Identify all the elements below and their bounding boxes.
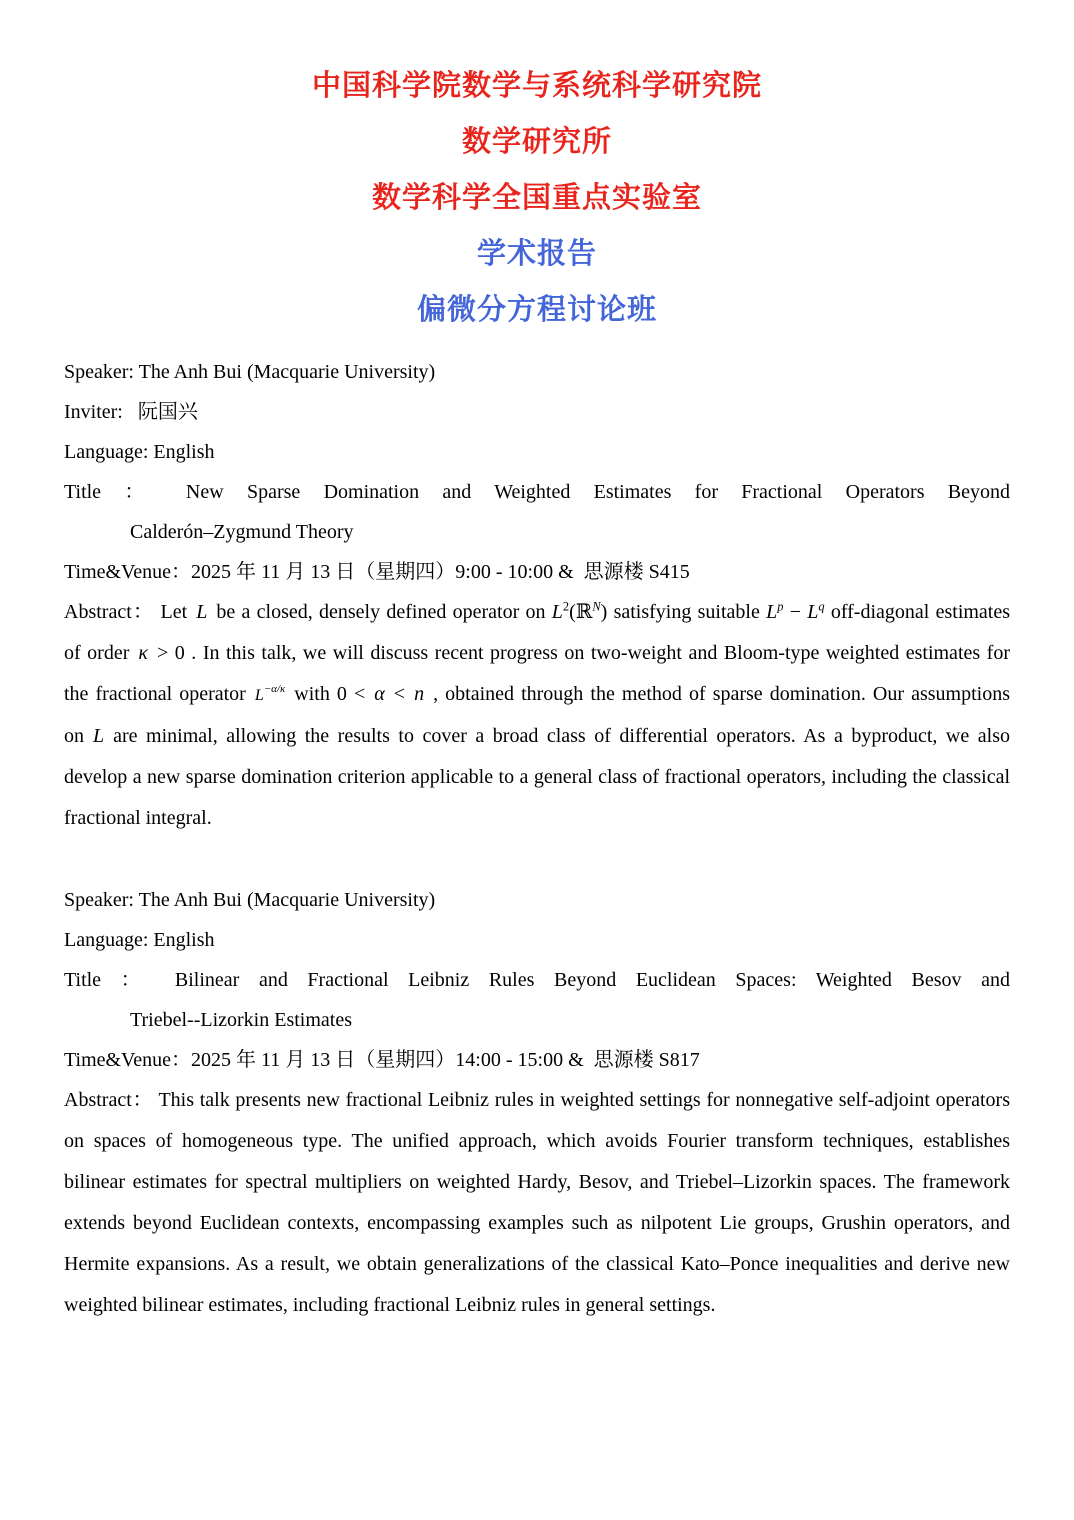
math-symbol: L	[196, 601, 208, 623]
language-line: Language: English	[64, 441, 215, 463]
abstract-text-run: are minimal, allowing the results to cover a broad class of differential operators. As a byproduct, we also develop a new sparse domination criterion applicable to a general class of fractional operators, including the classical fractional integral.	[64, 725, 1010, 829]
header-line-seminar-type: 学术报告	[476, 238, 597, 270]
title-line-first: Title ： New Sparse Domination and Weighted Estimates for Fractional Operators Beyond	[64, 481, 1010, 503]
document-header	[64, 58, 1010, 338]
math-symbol: κ	[138, 642, 148, 664]
abstract-paragraph: Abstract： This talk presents new fractional Leibniz rules in weighted settings for nonnegative self-adjoint operators on spaces of homogeneous type. The unified approach, which avoids Fourier transform techniques, establishes bilinear estimates for spectral multipliers on weighted Hardy, Besov, and Triebel–Lizorkin spaces. The framework extends beyond Euclidean contexts, encompassing examples such as nilpotent Lie groups, Grushin operators, and Hermite expansions. As a result, we obtain generalizations of the classical Kato–Ponce inequalities and derive new weighted bilinear estimates, including fractional Leibniz rules in general settings.	[64, 1089, 1010, 1316]
math-symbol: L	[93, 725, 105, 747]
math-symbol: L	[551, 601, 563, 623]
title-line-cont: Calderón–Zygmund Theory	[130, 521, 354, 543]
abstract-text-run: <	[393, 683, 406, 705]
header-line-department: 数学研究所	[461, 126, 612, 158]
abstract-text-run: Abstract： Let	[64, 601, 188, 623]
abstract-paragraph	[64, 592, 1010, 839]
math-superscript: −α/κ	[263, 683, 286, 696]
math-symbol: L	[254, 687, 264, 704]
math-superscript: N	[592, 599, 601, 614]
math-superscript: q	[818, 599, 825, 614]
header-line-seminar-name: 偏微分方程讨论班	[416, 294, 657, 326]
math-superscript: p	[777, 599, 784, 614]
abstract-text-run: −	[783, 601, 808, 623]
abstract-text-run: > 0 . In this talk, we will discuss recent progress on two-weight and Bloom-type weighted estimates for the fractional operator	[64, 642, 1010, 705]
abstract-text-run: (ℝ	[569, 601, 593, 623]
speaker-line: Speaker: The Anh Bui (Macquarie University)	[64, 361, 436, 383]
header-line-laboratory: 数学科学全国重点实验室	[371, 182, 702, 214]
header-line-institute: 中国科学院数学与系统科学研究院	[311, 70, 762, 102]
speaker-line: Speaker: The Anh Bui (Macquarie University)	[64, 889, 436, 911]
math-symbol: L	[807, 601, 819, 623]
math-symbol: α	[374, 683, 385, 705]
math-symbol: L	[766, 601, 778, 623]
abstract-text-run: with 0 <	[294, 683, 366, 705]
abstract-text-run: be a closed, densely defined operator on	[216, 601, 552, 623]
abstract-text-run: , obtained through the method of sparse domination. Our assumptions on	[64, 683, 1011, 747]
math-superscript: 2	[562, 599, 570, 614]
title-line-cont: Triebel--Lizorkin Estimates	[130, 1009, 352, 1031]
talk-section-1	[64, 352, 1010, 839]
time-venue-line: Time&Venue：2025 年 11 月 13 日（星期四）14:00 - 15:00 & 思源楼 S817	[64, 1049, 700, 1071]
abstract-text-run: off-diagonal estimates of order	[64, 601, 1011, 664]
abstract-text-run: ) satisfying suitable	[600, 601, 767, 623]
title-line-first: Title ： Bilinear and Fractional Leibniz Rules Beyond Euclidean Spaces: Weighted Besov and	[64, 969, 1010, 991]
language-line: Language: English	[64, 929, 215, 951]
talk-section-2	[64, 880, 1010, 1326]
math-symbol: n	[414, 683, 425, 705]
inviter-line: Inviter: 阮国兴	[64, 401, 198, 423]
time-venue-line: Time&Venue：2025 年 11 月 13 日（星期四）9:00 - 10:00 & 思源楼 S415	[64, 561, 690, 583]
